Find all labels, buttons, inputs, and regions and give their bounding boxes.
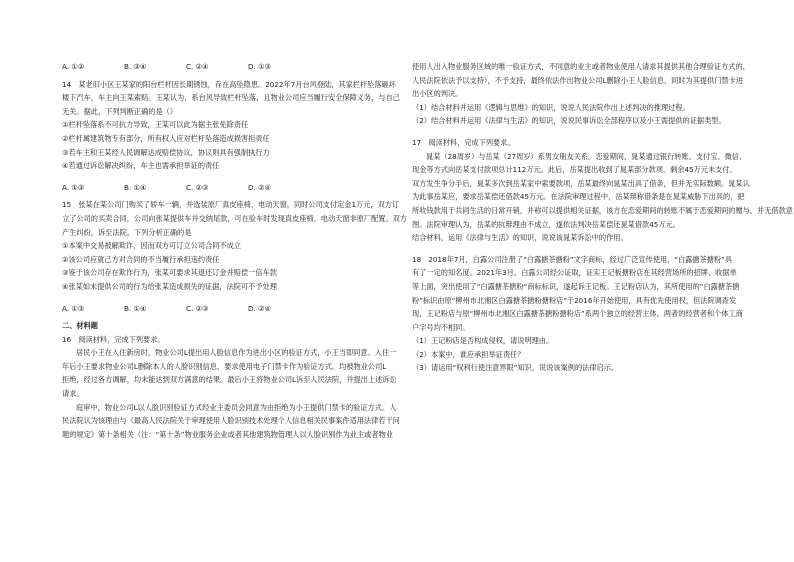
option-c: C. ②③ — [186, 182, 209, 192]
q16-paragraph-line: 民法院认为该理由与《最高人民法院关于审理使用人脸识别技术处理个人信息相关民事案件适用法律若干问 — [62, 416, 400, 426]
q16-paragraph-line: 请求。 — [62, 389, 84, 399]
q18-task: （2）本案中，谁应承担举证责任？ — [412, 349, 525, 359]
q17-paragraph-line: 双方发生争分手后，晁某多次到岳某家中索要款项，岳某最终向晁某出具了借条，但并无实际数额。晁某认 — [412, 178, 750, 188]
q14-stem-line: 14 某老旧小区王某家的阳台栏杆因长期锈蚀，存在高坠隐患。2022年7月台风登陆，其家栏杆坠落砸坏 — [62, 79, 396, 89]
q15-item: ②该公司应就己方对合同的不当履行承担违约责任 — [62, 254, 220, 264]
q16-task: （2）结合材料并运用《法律与生活》的知识，说说民事诉讼全部程序以及小王需提供的证据类型。 — [412, 116, 726, 126]
q18-paragraph-line: 现，王记粉店与原“柳州市北湘区白露搪茶搪粉搪粉店”系两个独立的经营主体，两者的经营者和个体工商 — [412, 309, 743, 319]
q16-task: （1）结合材料并运用《逻辑与思维》的知识，说说人民法院作出上述判决的推理过程。 — [412, 102, 690, 112]
question-16-continued — [412, 60, 750, 128]
right-column — [412, 60, 793, 375]
q18-task: （3）请运用“权利行使注意界限”知识，说说该案例的法律启示。 — [412, 363, 619, 373]
option-d: D. ②④ — [248, 182, 271, 192]
option-d: D. ②④ — [248, 303, 271, 313]
q15-item: ①本案中交易被解欺诈，因而双方可订立公司合同不成立 — [62, 241, 241, 251]
q14-item: ③若车主和王某经人民调解达成赔偿协议，协议则具有强制执行力 — [62, 147, 270, 157]
q14-options — [62, 181, 394, 195]
q14-stem-line: 无关。据此，下列判断正确的是（） — [62, 106, 178, 116]
q16-paragraph-line: 人民法院依法予以支持），不予支持，最终依法作出物业公司L删除小王人脸信息，同时为其提供门禁卡进 — [412, 75, 744, 85]
option-c: C. ②③ — [186, 303, 209, 313]
q16-paragraph-line: 出小区的判决。 — [412, 89, 463, 99]
q14-item: ①栏杆坠落系不可抗力导致，王某可以此为据主张免除责任 — [62, 120, 249, 130]
question-16 — [62, 333, 400, 442]
q18-paragraph-line: 户字号均不相同。 — [412, 322, 470, 332]
q15-item: ③鉴于该公司存在欺诈行为，张某可要求其退还订金并赔偿一倍车款 — [62, 268, 277, 278]
q17-paragraph-line: 现金等方式向岳某支付款项总计112万元。此后，岳某提出收到了晁某部分款项，剩余45万元未支付。 — [412, 165, 737, 175]
left-column — [62, 60, 408, 441]
question-17 — [412, 136, 793, 245]
q18-paragraph-line: 18 2018年7月，白露公司注册了“白露搪茶搪粉”文字商标，经过广泛宣传使用，“白露搪茶搪粉”具 — [412, 254, 733, 264]
q15-stem-line: 产生纠纷，诉至法院。下列分析正确的是 — [62, 227, 192, 237]
q15-options — [62, 302, 394, 316]
option-c: C. ②④ — [186, 62, 209, 71]
q17-paragraph-line: 为此事岳某应，要求岳某偿还借款45万元。在法院审理过程中，岳某辩称借条是在晁某威胁下出具的，把 — [412, 192, 745, 202]
q16-paragraph-line: 题的规定》第十条相关（注：“第十条”物业服务企业或者其他建筑物管理人以人脸识别作为业主或者物业 — [62, 429, 393, 439]
q18-task: （1）王记粉店是否构成侵权，请说明理由。 — [412, 336, 554, 346]
q14-item: ②栏杆属建筑物专有部分，所有权人应对栏杆坠落造成损害担责任 — [62, 133, 270, 143]
q18-paragraph-line: 等上面，突出使用了“白露搪茶搪粉”商标标识，遂起诉王记板。王记粉店认为，其所使用的“白露搪茶搪 — [412, 281, 740, 291]
q13-options — [62, 60, 394, 74]
q16-intro: 16 阅读材料，完成下列要求。 — [62, 334, 165, 344]
option-a: A. ①② — [62, 62, 85, 71]
q15-stem-line: 15 张某在某公司门购买了轿车一辆，并选装原厂真皮座椅、电动天窗，同时公司支付定金1万元，双方订 — [62, 200, 400, 210]
option-b: B. ①④ — [124, 303, 147, 313]
option-b: B. ③④ — [124, 62, 147, 71]
option-d: D. ①③ — [248, 62, 271, 71]
q15-stem-line: 立了公司的买卖合同，公司向张某提供车并交纳尾款，可在验车时发现真皮座椅、电动天窗非原厂配置。双方 — [62, 213, 408, 223]
q15-item: ④张某如未提供公司的行为给张某造成损失的证据，法院可不予处理 — [62, 281, 277, 291]
q16-paragraph-line: 拒绝，经过各方调解，均未能达到双方满意的结果。最后小王将物业公司L诉至人民法院，并提出上述诉讼 — [62, 375, 397, 385]
q17-paragraph-line: 图。法院审理认为，岳某的抗辩理由不成立，遂依法判决岳某偿还晁某借款45万元。 — [412, 219, 680, 229]
question-15 — [62, 198, 408, 315]
option-a: A. ①③ — [62, 182, 85, 192]
q16-paragraph-line: 年后小王要求物业公司L删除本人的人脸识别信息，要求使用电子门禁卡作为验证方式。均被物业公司L — [62, 361, 387, 371]
q18-paragraph-line: 粉”标识由原“柳州市北湘区白露搪茶搪粉搪粉店”于2016年开始使用，具有优先使用权，但法院调查发 — [412, 295, 737, 305]
option-b: B. ①④ — [124, 182, 147, 192]
q14-item: ④若通过诉讼解决纠纷，车主也需承担举证的责任 — [62, 161, 220, 171]
q17-paragraph-line: 晁某（28周岁）与岳某（27周岁）系男女朋友关系。恋爱期间，晁某通过银行转账、支付宝、微信、 — [426, 151, 747, 161]
q17-task: 结合材料，运用《法律与生活》的知识，说说该晁某诉讼中的作用。 — [412, 233, 628, 243]
option-a: A. ①③ — [62, 303, 85, 313]
q14-stem-line: 楼下汽车，车主向王某索赔。王某认为，系台风导致栏杆坠落，且物业公司应当履行安全保障义务，与自己 — [62, 93, 400, 103]
question-18 — [412, 253, 744, 375]
q17-paragraph-line: 所收钱款用于共同生活的日常开销，并称可以提供相关证据，该方在恋爱期间的转账不属于恋爱期间的赠与，并无借款意 — [412, 205, 793, 215]
q16-paragraph-line: 居民小王在入住新房时，物业公司L提出用人脸信息作为进出小区的验证方式，小王当即同意。入住一 — [76, 348, 397, 358]
question-14 — [62, 78, 400, 195]
q18-paragraph-line: 有了一定的知名度。2021年3月，白露公司经公证取，证实王记板搪粉店在其经营场所的招牌、收据单 — [412, 268, 737, 278]
q16-paragraph-line: 庭审中，物业公司L以人脸识别验证方式经业主委员会同意为由拒绝为小王提供门禁卡的验证方式。人 — [76, 402, 397, 412]
section-title: 二、材料题 — [62, 321, 98, 331]
q16-paragraph-line: 使用人出入物业服务区域的唯一验证方式，不同意的业主或者物业使用人请求其提供其他合理验证方式的， — [412, 62, 750, 71]
q17-intro: 17 阅读材料，完成下列要求。 — [412, 137, 515, 147]
